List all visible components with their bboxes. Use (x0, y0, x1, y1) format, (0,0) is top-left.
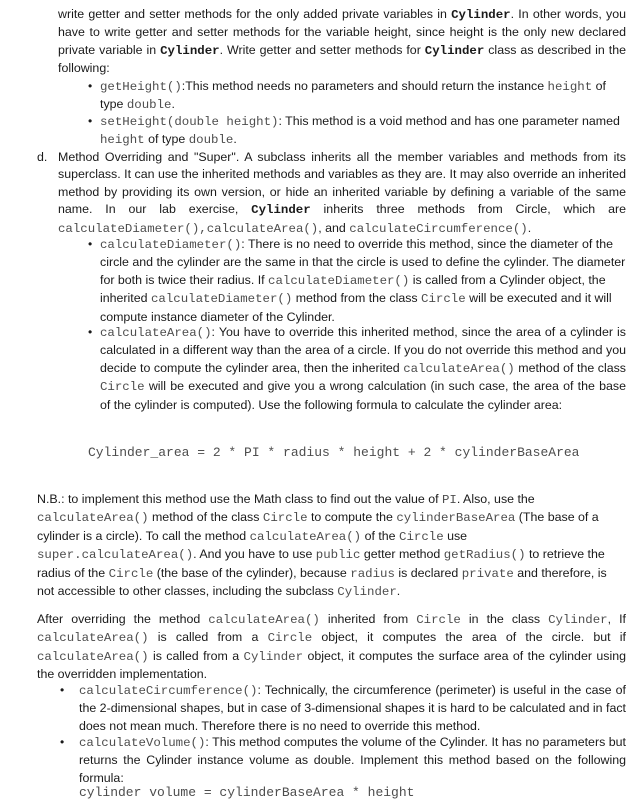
bullet-icon: • (88, 79, 93, 93)
cylinder-volume-formula: cylinder volume = cylinderBaseArea * height (79, 785, 415, 800)
cylinder-area-formula: Cylinder_area = 2 * PI * radius * height + 2 * cylinderBaseArea (88, 445, 580, 460)
area-item: calculateArea(): You have to override this inherited method, since the area of a cylinder is calculated in a different way than the area of a circle. If you do not override this method and you decide to compute the cylinder area, then the inherited calculateArea() method of the class Circle will be executed and give you a wrong calculation (in such case, the area of the base of the cylinder is computed). Use the following formula to calculate the cylinder area: (100, 325, 626, 412)
nb-paragraph: N.B.: to implement this method use the Math class to find out the value of PI. Also, use the calculateArea() method of the class Circle to compute the cylinderBaseArea (The base of a cylinder is a circle). To call the method calculateArea() of the Circle use super.calculateArea(). And you have to use public getter method getRadius() to retrieve the radius of the Circle (the base of the cylinder), because radius is declared private and therefore, is not accessible to other classes, including the subclass Cylinder. (37, 492, 607, 600)
intro-paragraph: write getter and setter methods for the only added private variables in Cylinder. In other words, you have to write getter and setter methods for the variable height, since height is the only new declared private variable in Cylinder. Write getter and setter methods for Cylinder class as described in the following: (58, 7, 626, 76)
section-d-paragraph: Method Overriding and "Super". A subclass inherits all the member variables and methods from its superclass. It can use the inherited methods and variables as they are. It may also override an inherited method by providing its own version, or hide an inherited variable by defining a variable of the same name. In our lab exercise, Cylinder inherits three methods from Circle, which are calculateDiameter(),calculateArea(), and calculateCircumference(). (58, 150, 626, 236)
circumference-item: calculateCircumference(): Technically, the circumference (perimeter) is useful in the case of the 2-dimensional shapes, but in case of 3-dimensional shapes it is hard to be calculated and in fact does not mean much. Therefore there is no need to override this method. (79, 683, 626, 733)
bullet-icon: • (88, 114, 93, 128)
setter-item: setHeight(double height): This method is a void method and has one parameter named height of type double. (100, 114, 620, 148)
bullet-icon: • (60, 735, 65, 749)
bullet-icon: • (60, 683, 65, 697)
diameter-item: calculateDiameter(): There is no need to override this method, since the diameter of the circle and the cylinder are the same in that the circle is used to define the cylinder. The diameter for both is twice their radius. If calculateDiameter() is called from a Cylinder object, the inherited calculateDiameter() method from the class Circle will be executed and it will compute instance diameter of the Cylinder. (100, 237, 626, 324)
bullet-icon: • (88, 325, 93, 339)
after-paragraph: After overriding the method calculateArea() inherited from Circle in the class Cylinder, If calculateArea() is called from a Circle object, it computes the area of the circle. but if calculateArea() is called from a Cylinder object, it computes the surface area of the cylinder using the overridden implementation. (37, 612, 626, 682)
volume-item: calculateVolume(): This method computes the volume of the Cylinder. It has no parameters but returns the Cylinder instance volume as double. Implement this method based on the following formula: (79, 735, 626, 785)
getter-item: getHeight():This method needs no parameters and should return the instance height of type double. (100, 79, 606, 113)
section-d-label: d. (37, 150, 48, 164)
bullet-icon: • (88, 237, 93, 251)
